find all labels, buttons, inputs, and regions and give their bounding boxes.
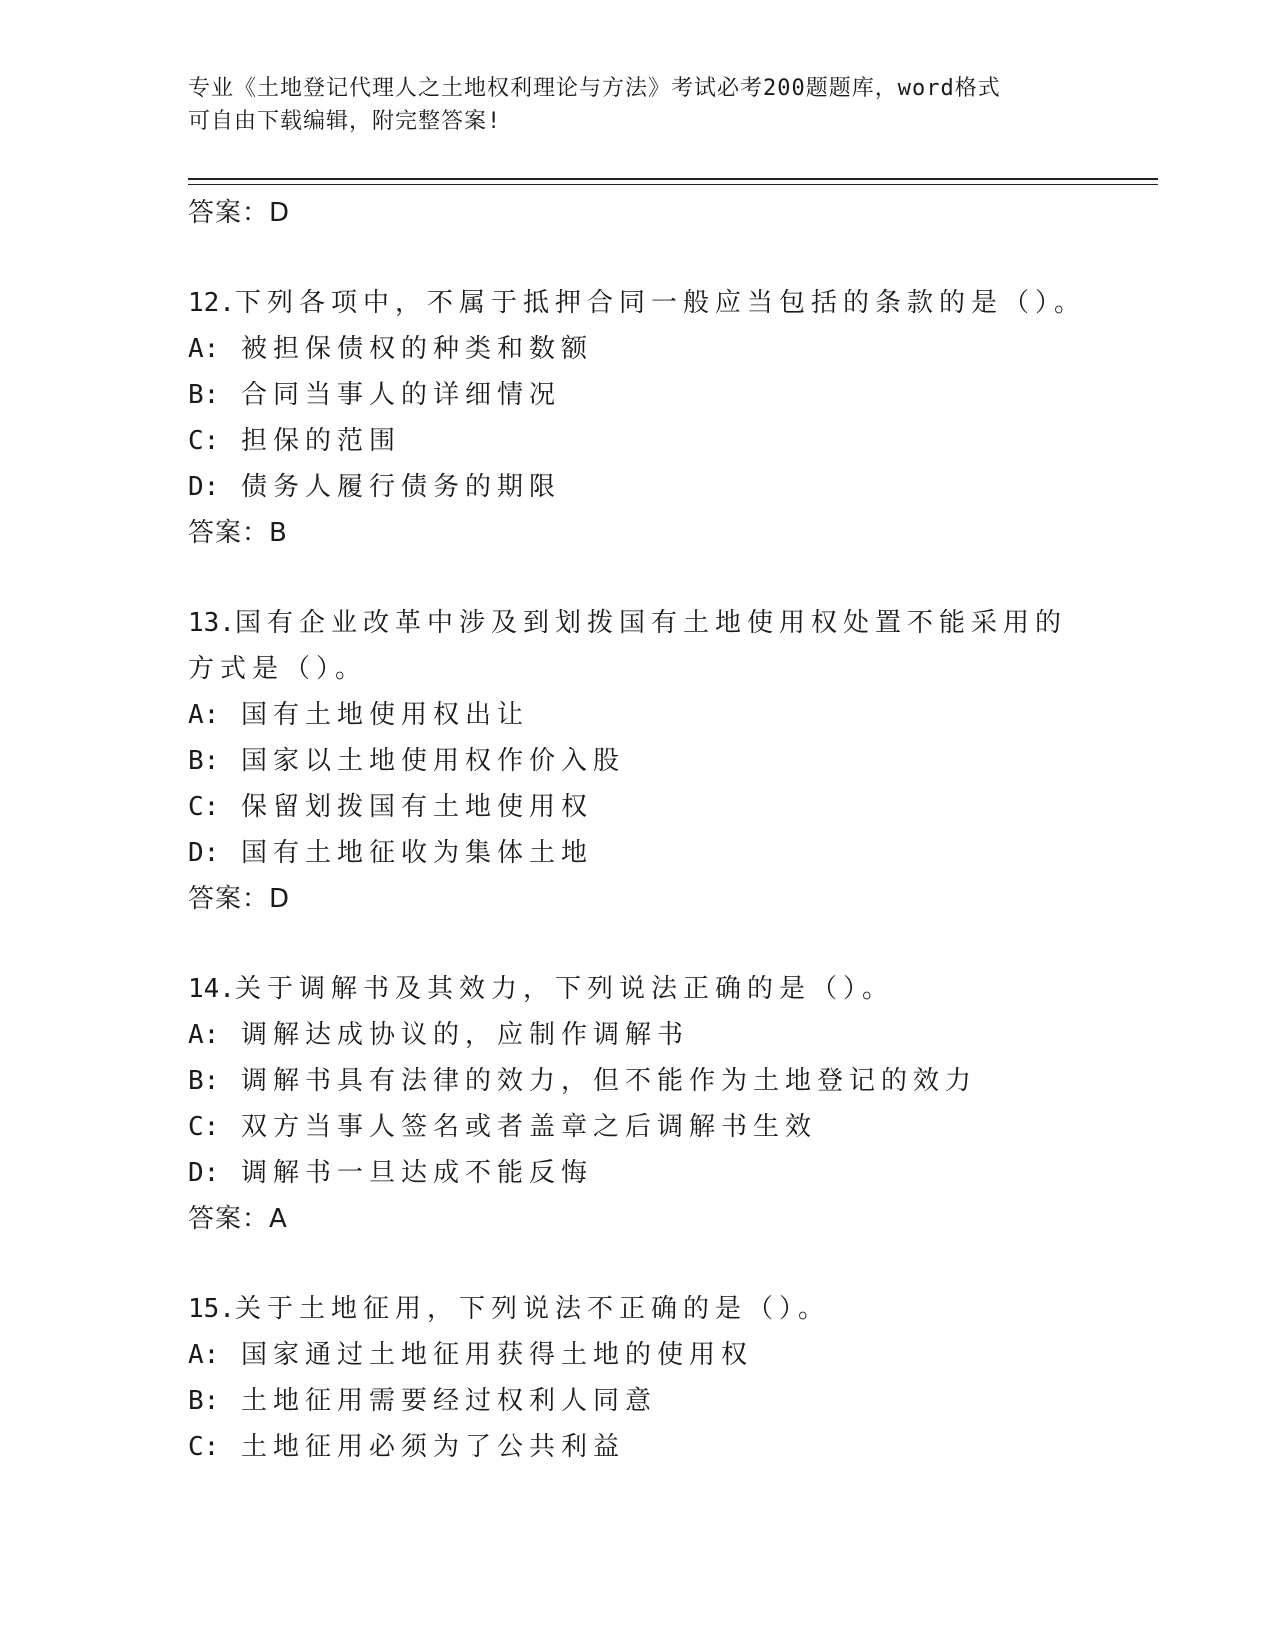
question-text: 国有企业改革中涉及到划拨国有土地使用权处置不能采用的方式是（）。: [188, 608, 1067, 684]
option-key: D:: [188, 838, 220, 868]
question-text: 关于土地征用，下列说法不正确的是（）。: [234, 1294, 830, 1324]
header-rule-thin: [188, 184, 1158, 185]
header-line-1: 专业《土地登记代理人之土地权利理论与方法》考试必考200题题库，word格式: [188, 76, 1001, 101]
option-text: 保留划拨国有土地使用权: [240, 792, 593, 822]
question-stem: [188, 600, 1088, 692]
option-a: [188, 1012, 1148, 1058]
option-a: [188, 326, 1148, 372]
option-key: A:: [188, 700, 220, 730]
question-stem: [188, 280, 1088, 326]
option-text: 调解书一旦达成不能反悔: [240, 1158, 593, 1188]
option-d: [188, 464, 1148, 510]
question-12: [188, 280, 1148, 556]
option-a: [188, 1332, 1148, 1378]
document-page: [188, 0, 1158, 1650]
option-key: B:: [188, 380, 220, 410]
answer-label: 答案：: [188, 518, 270, 548]
option-d: [188, 830, 1148, 876]
question-number: 13.: [188, 608, 235, 638]
option-text: 土地征用需要经过权利人同意: [240, 1386, 657, 1416]
option-text: 双方当事人签名或者盖章之后调解书生效: [240, 1112, 817, 1142]
question-number: 12.: [188, 288, 235, 318]
answer-value: D: [269, 884, 291, 914]
question-15: [188, 1286, 1148, 1470]
question-13: [188, 600, 1148, 922]
option-b: [188, 1378, 1148, 1424]
option-key: D:: [188, 472, 220, 502]
answer-line: [188, 190, 1148, 236]
option-text: 土地征用必须为了公共利益: [240, 1432, 625, 1462]
option-key: B:: [188, 1066, 220, 1096]
question-14: [188, 966, 1148, 1242]
option-key: B:: [188, 746, 220, 776]
answer-label: 答案：: [188, 884, 270, 914]
option-key: B:: [188, 1386, 220, 1416]
answer-label: 答案：: [188, 198, 270, 228]
option-b: [188, 372, 1148, 418]
option-text: 调解达成协议的，应制作调解书: [240, 1020, 689, 1050]
answer-value: D: [269, 198, 291, 228]
spacer: [188, 1242, 1148, 1286]
header-rule-thick: [188, 178, 1158, 180]
option-b: [188, 1058, 1148, 1104]
option-key: C:: [188, 1112, 220, 1142]
option-key: C:: [188, 426, 220, 456]
option-text: 国家通过土地征用获得土地的使用权: [240, 1340, 753, 1370]
option-text: 国有土地征收为集体土地: [240, 838, 593, 868]
answer-value: B: [269, 518, 288, 548]
option-key: A:: [188, 334, 220, 364]
option-c: [188, 418, 1148, 464]
question-stem: [188, 966, 1088, 1012]
option-key: D:: [188, 1158, 220, 1188]
question-number: 14.: [188, 974, 235, 1004]
option-text: 合同当事人的详细情况: [240, 380, 561, 410]
answer-value: A: [269, 1204, 288, 1234]
answer-label: 答案：: [188, 1204, 270, 1234]
option-c: [188, 1424, 1148, 1470]
spacer: [188, 922, 1148, 966]
question-list: [188, 190, 1148, 1470]
option-key: A:: [188, 1340, 220, 1370]
option-text: 债务人履行债务的期限: [240, 472, 561, 502]
question-text: 关于调解书及其效力，下列说法正确的是（）。: [234, 974, 894, 1004]
document-header: [188, 72, 1088, 138]
option-c: [188, 784, 1148, 830]
option-text: 被担保债权的种类和数额: [240, 334, 593, 364]
option-key: A:: [188, 1020, 220, 1050]
option-key: C:: [188, 1432, 220, 1462]
option-d: [188, 1150, 1148, 1196]
question-stem: [188, 1286, 1088, 1332]
option-text: 国有土地使用权出让: [240, 700, 529, 730]
answer-line: [188, 510, 1148, 556]
option-c: [188, 1104, 1148, 1150]
spacer: [188, 556, 1148, 600]
option-b: [188, 738, 1148, 784]
answer-line: [188, 1196, 1148, 1242]
header-line-2: 可自由下载编辑，附完整答案!: [188, 109, 502, 134]
option-text: 调解书具有法律的效力，但不能作为土地登记的效力: [240, 1066, 977, 1096]
option-key: C:: [188, 792, 220, 822]
question-number: 15.: [188, 1294, 235, 1324]
answer-line: [188, 876, 1148, 922]
option-text: 国家以土地使用权作价入股: [240, 746, 625, 776]
option-a: [188, 692, 1148, 738]
option-text: 担保的范围: [240, 426, 401, 456]
question-text: 下列各项中，不属于抵押合同一般应当包括的条款的是（）。: [234, 288, 1086, 318]
spacer: [188, 236, 1148, 280]
